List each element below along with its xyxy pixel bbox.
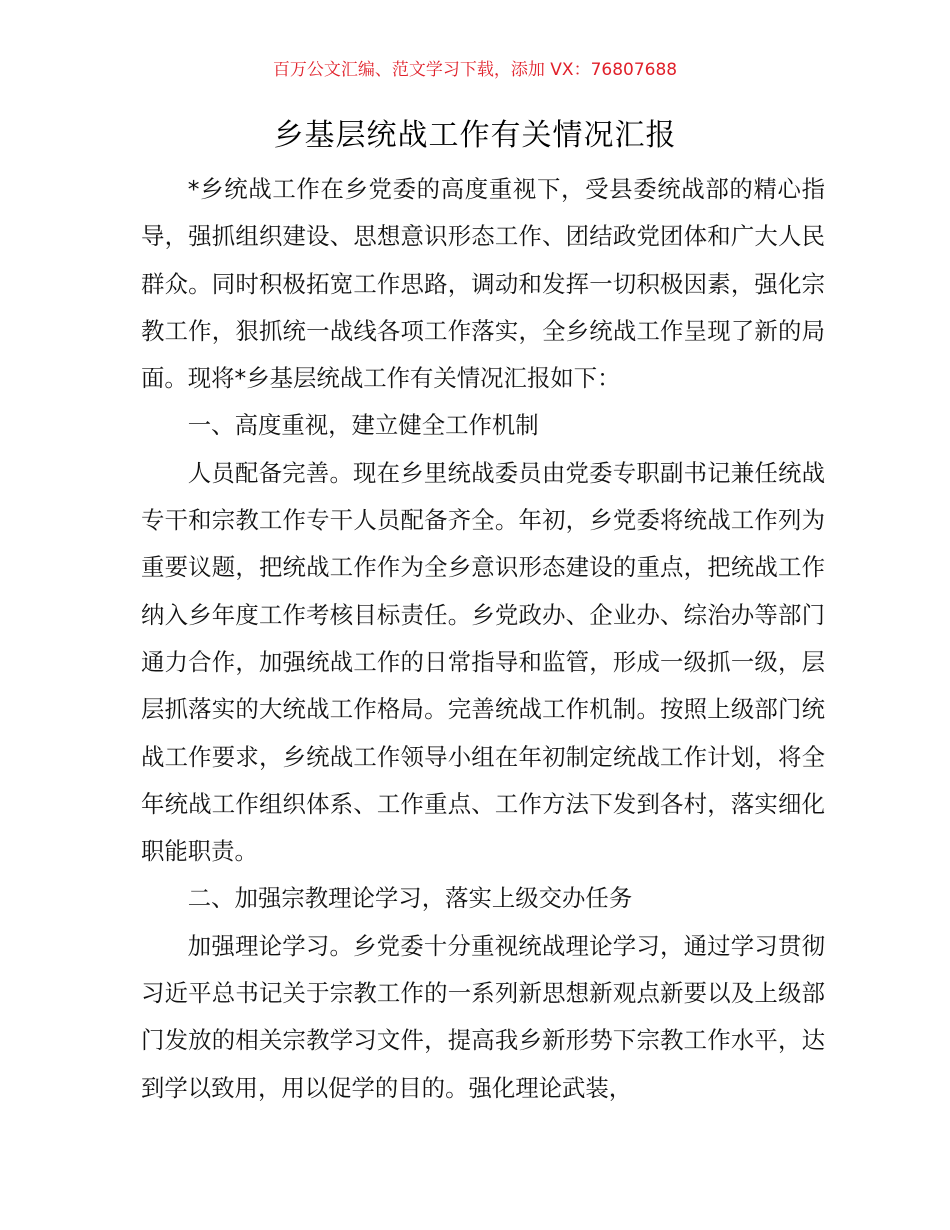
promo-banner: 百万公文汇编、范文学习下载，添加 VX：76807688 [272, 60, 678, 80]
section-heading-2: 二、加强宗教理论学习，落实上级交办任务 [187, 884, 633, 913]
section-2-paragraph: 加强理论学习。乡党委十分重视统战理论学习，通过学习贯彻习近平总书记关于宗教工作的一系列新思想新观点新要以及上级部门发放的相关宗教学习文件，提高我乡新形势下宗教工作水平，达到学以致用，用以促学的目的。强化理论武装， [141, 931, 825, 1102]
document-title: 乡基层统战工作有关情况汇报 [273, 118, 677, 153]
document-body [141, 166, 825, 1112]
section-heading-1: 一、高度重视，建立健全工作机制 [187, 411, 539, 440]
section-1-paragraph: 人员配备完善。现在乡里统战委员由党委专职副书记兼任统战专干和宗教工作专干人员配备齐全。年初，乡党委将统战工作列为重要议题，把统战工作作为全乡意识形态建设的重点，把统战工作纳入乡年度工作考核目标责任。乡党政办、企业办、综治办等部门通力合作，加强统战工作的日常指导和监管，形成一级抓一级，层层抓落实的大统战工作格局。完善统战工作机制。按照上级部门统战工作要求，乡统战工作领导小组在年初制定统战工作计划，将全年统战工作组织体系、工作重点、工作方法下发到各村，落实细化职能职责。 [141, 458, 825, 866]
intro-paragraph: *乡统战工作在乡党委的高度重视下，受县委统战部的精心指导，强抓组织建设、思想意识形态工作、团结政党团体和广大人民群众。同时积极拓宽工作思路，调动和发挥一切积极因素，强化宗教工作，狠抓统一战线各项工作落实，全乡统战工作呈现了新的局面。现将*乡基层统战工作有关情况汇报如下： [141, 175, 825, 393]
